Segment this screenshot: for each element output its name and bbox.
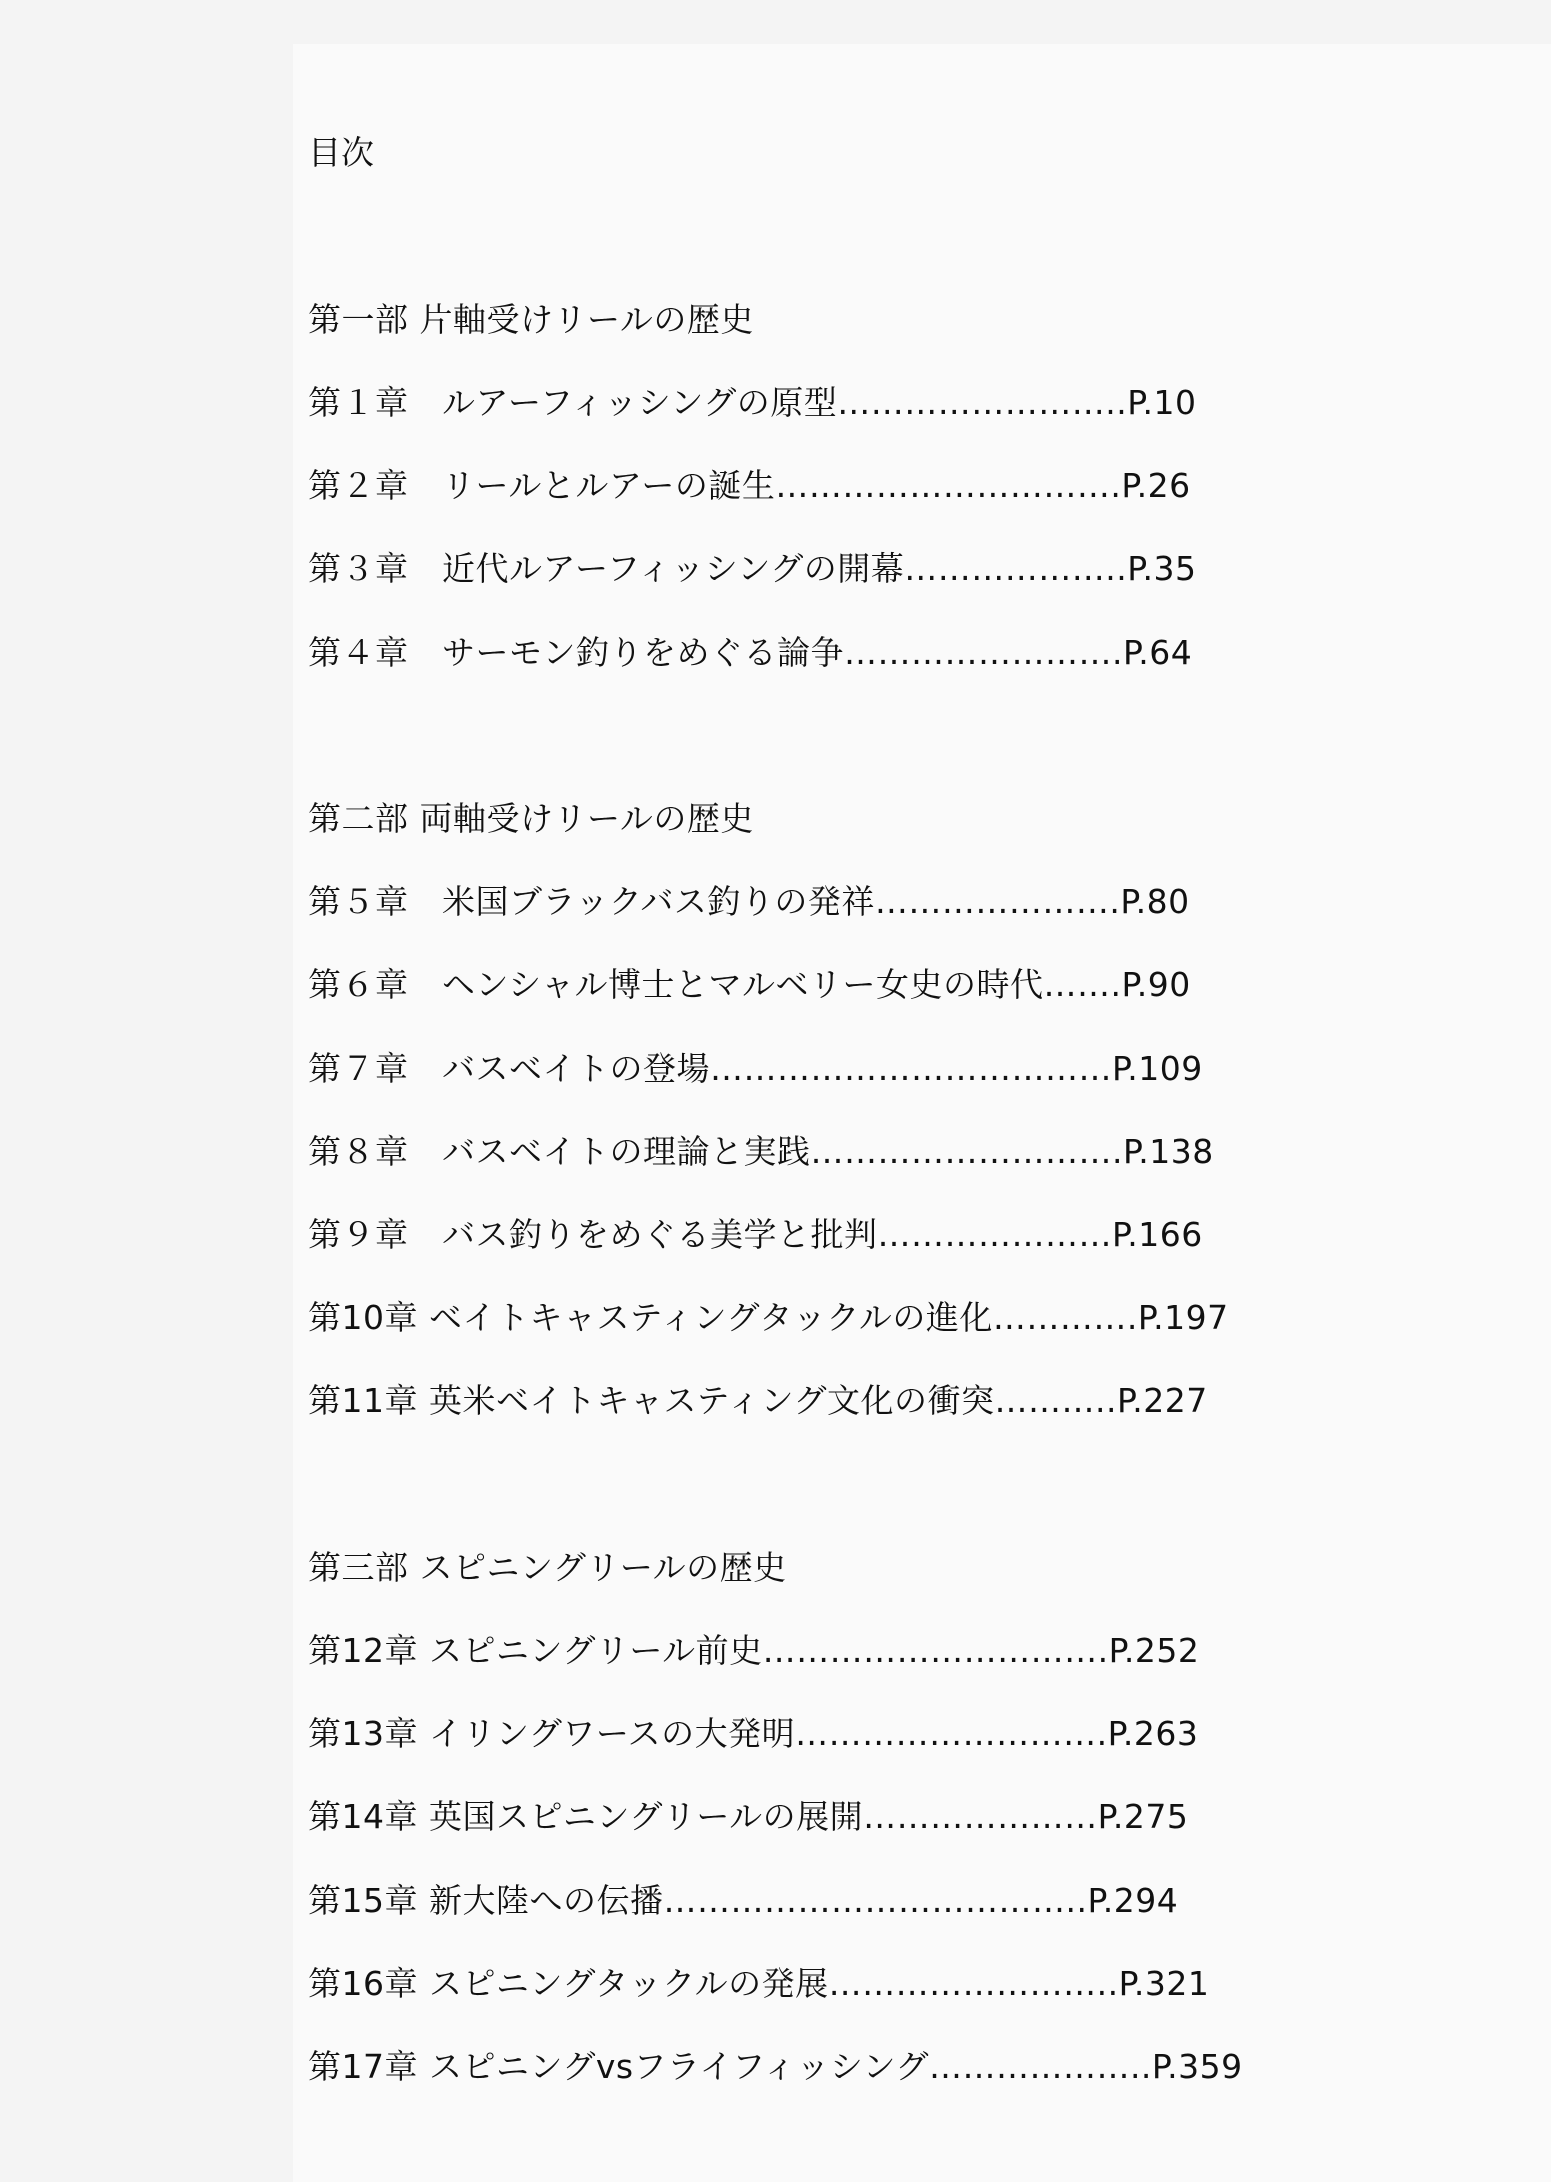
chapter-entry: 第15章 新大陸への伝播………………………………..P.294 [308, 1881, 1179, 1920]
chapter-entry: 第６章 ヘンシャル博士とマルベリー女史の時代…….P.90 [308, 965, 1191, 1004]
chapter-entry: 第17章 スピニングvsフライフィッシング………………..P.359 [308, 2047, 1243, 2086]
chapter-entry: 第１章 ルアーフィッシングの原型……………………..P.10 [308, 383, 1197, 422]
chapter-entry: 第２章 リールとルアーの誕生………………………….P.26 [308, 466, 1191, 505]
chapter-entry: 第12章 スピニングリール前史………………………….P.252 [308, 1631, 1200, 1670]
chapter-entry: 第11章 英米ベイトキャスティング文化の衝突………..P.227 [308, 1381, 1208, 1420]
chapter-entry: 第16章 スピニングタックルの発展……………………..P.321 [308, 1964, 1210, 2003]
chapter-entry: 第14章 英国スピニングリールの展開…………………P.275 [308, 1797, 1189, 1836]
toc-title: 目次 [308, 133, 374, 172]
chapter-entry: 第13章 イリングワースの大発明……………………….P.263 [308, 1714, 1199, 1753]
chapter-entry: 第７章 バスベイトの登場………………………………P.109 [308, 1049, 1203, 1088]
part-heading-1: 第一部 片軸受けリールの歴史 [308, 300, 754, 339]
chapter-entry: 第４章 サーモン釣りをめぐる論争…………………….P.64 [308, 633, 1193, 672]
part-heading-2: 第二部 両軸受けリールの歴史 [308, 799, 754, 838]
chapter-entry: 第９章 バス釣りをめぐる美学と批判…………………P.166 [308, 1215, 1203, 1254]
document-page [293, 44, 1551, 2182]
part-heading-3: 第三部 スピニングリールの歴史 [308, 1548, 787, 1587]
chapter-entry: 第５章 米国ブラックバス釣りの発祥………………….P.80 [308, 882, 1190, 921]
chapter-entry: 第10章 ベイトキャスティングタックルの進化………….P.197 [308, 1298, 1229, 1337]
chapter-entry: 第３章 近代ルアーフィッシングの開幕………………..P.35 [308, 549, 1197, 588]
chapter-entry: 第８章 バスベイトの理論と実践……………………….P.138 [308, 1132, 1214, 1171]
